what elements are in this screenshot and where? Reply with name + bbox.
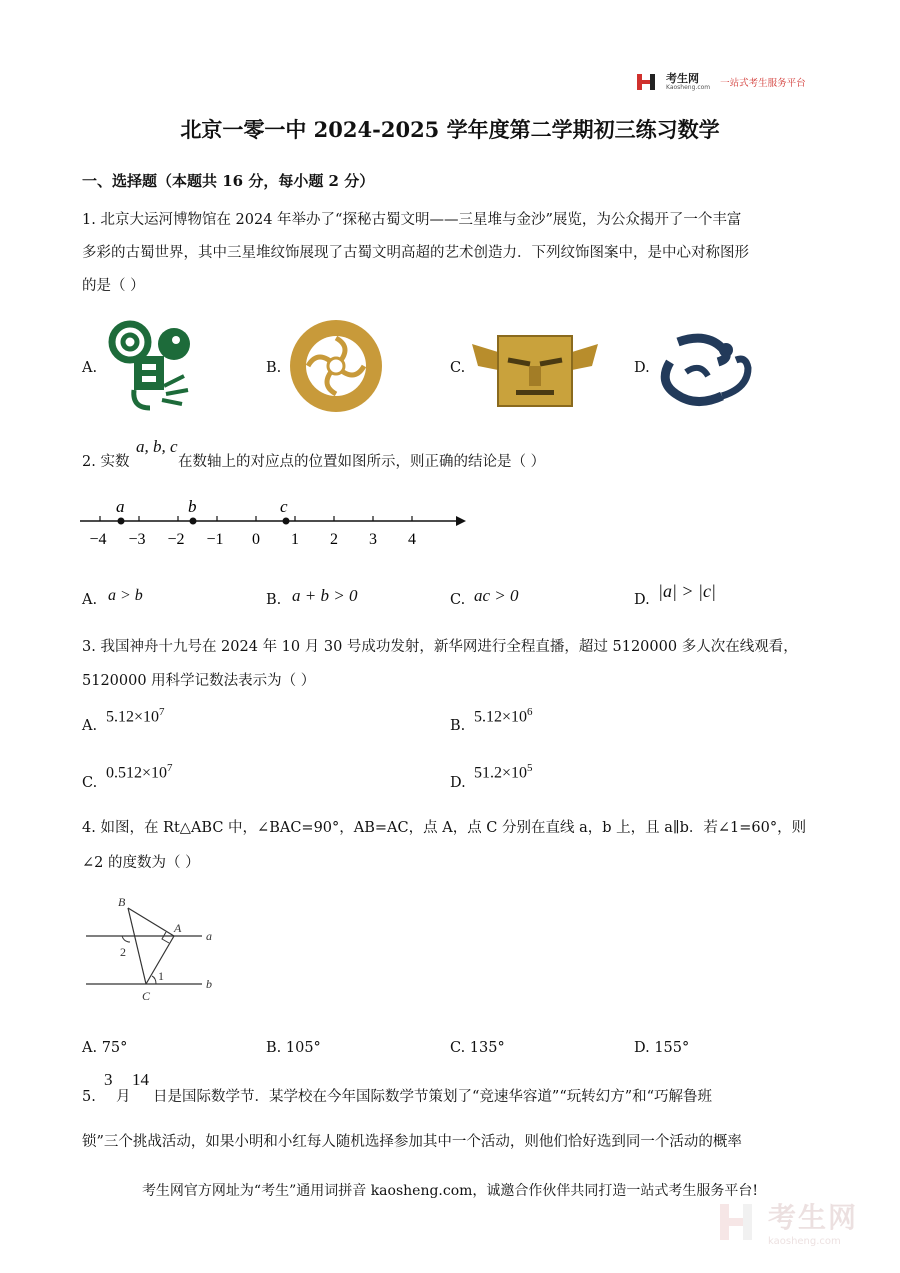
q3-option-c-exp: 7 <box>167 762 173 774</box>
q3-option-a-exp: 7 <box>159 706 165 718</box>
tick-label: 2 <box>330 531 338 548</box>
q5-day: 14 <box>132 1070 149 1089</box>
watermark-subtext: kaosheng.com <box>768 1236 841 1247</box>
q1-option-a-image <box>104 316 200 416</box>
fig-label-line-b: b <box>206 977 212 991</box>
q2-option-b-expr: a + b > 0 <box>292 586 358 605</box>
q4-option-c: C. 135° <box>450 1040 505 1056</box>
q1-option-d-label: D. <box>634 360 650 376</box>
q2-option-d-label: D. <box>634 592 650 608</box>
fig-label-B: B <box>118 895 126 909</box>
q2-option-d-expr: |a| > |c| <box>658 581 716 601</box>
tick-label: −2 <box>167 531 185 548</box>
q1-option-c-image <box>472 330 598 414</box>
q3-option-c-base: 0.512×10 <box>106 764 168 782</box>
watermark-text: 考生网 <box>768 1201 859 1234</box>
q1-line-1: 1. 北京大运河博物馆在 2024 年举办了“探秘古蜀文明——三星堆与金沙”展览，为公众揭开了一个丰富 <box>82 212 742 228</box>
q5-month-unit: 月 <box>116 1089 131 1105</box>
fig-label-A: A <box>174 921 182 935</box>
q3-option-d-exp: 5 <box>527 762 533 774</box>
point-a <box>118 518 125 525</box>
q2-option-b-label: B. <box>266 592 282 608</box>
q1-option-b-label: B. <box>266 360 282 376</box>
q3-option-a-base: 5.12×10 <box>106 708 160 726</box>
q2-variables: a, b, c <box>136 437 178 456</box>
q4-line-2: ∠2 的度数为（ ） <box>82 855 200 871</box>
tick-label: −3 <box>128 531 146 548</box>
footer-note: 考生网官方网址为“考生”通用词拼音 kaosheng.com，诚邀合作伙伴共同打造一站式考生服务平台! <box>141 1183 759 1199</box>
q1-option-d-image <box>656 332 756 416</box>
logo-text: 考生网 <box>666 72 699 85</box>
q3-line-1: 3. 我国神舟十九号在 2024 年 10 月 30 号成功发射，新华网进行全程直播，超过 5120000 多人次在线观看， <box>82 639 798 655</box>
site-logo <box>636 72 806 92</box>
page-title: 北京一零一中 2024-2025 学年度第二学期初三练习数学 <box>180 117 720 142</box>
q4-option-a: A. 75° <box>82 1040 128 1056</box>
q3-option-b-expr <box>474 706 533 726</box>
q5-number: 5. <box>82 1089 96 1105</box>
q4-option-d: D. 155° <box>634 1040 690 1056</box>
q3-option-b-exp: 6 <box>527 706 533 718</box>
q3-option-d-label: D. <box>450 775 466 791</box>
tick-label: −4 <box>89 531 107 548</box>
tick-label: −1 <box>206 531 224 548</box>
q3-option-d-expr <box>474 762 533 782</box>
q3-option-c-label: C. <box>82 775 98 791</box>
q1-option-b-image <box>288 318 384 418</box>
logo-slogan: 一站式考生服务平台 <box>720 78 806 89</box>
q3-option-a-label: A. <box>82 718 98 734</box>
q3-line-2: 5120000 用科学记数法表示为（ ） <box>82 673 316 689</box>
q3-option-d-base: 51.2×10 <box>474 764 528 782</box>
watermark-logo-icon <box>718 1200 762 1244</box>
point-c <box>283 518 290 525</box>
kaosheng-logo-icon <box>636 72 662 92</box>
q3-option-c-expr <box>106 762 173 782</box>
q2-number-line <box>76 494 476 558</box>
q4-line-1: 4. 如图，在 Rt△ABC 中，∠BAC=90°，AB=AC，点 A，点 C 分别在直线 a，b 上，且 a∥b．若∠1=60°，则 <box>82 820 807 836</box>
fig-label-C: C <box>142 989 151 1003</box>
q2-option-c-expr: ac > 0 <box>474 586 519 605</box>
q1-option-a-label: A. <box>82 360 98 376</box>
q5-line-1: 日是国际数学节．某学校在今年国际数学节策划了“竞速华容道”“玩转幻方”和“巧解鲁班 <box>153 1089 713 1105</box>
watermark <box>718 1196 858 1247</box>
tick-label: 4 <box>408 531 416 548</box>
fig-label-angle-1: 1 <box>158 969 164 983</box>
tick-label: 1 <box>291 531 299 548</box>
q1-line-2: 多彩的古蜀世界，其中三星堆纹饰展现了古蜀文明高超的艺术创造力．下列纹饰图案中，是中心对称图形 <box>82 245 749 261</box>
point-b <box>190 518 197 525</box>
section-heading: 一、选择题（本题共 16 分，每小题 2 分） <box>82 172 375 190</box>
fig-label-angle-2: 2 <box>120 945 126 959</box>
q2-prefix: 2. 实数 <box>82 454 130 470</box>
q5-month: 3 <box>104 1070 113 1089</box>
q1-line-3: 的是（ ） <box>82 278 145 294</box>
q5-line-2: 锁”三个挑战活动，如果小明和小红每人随机选择参加其中一个活动，则他们恰好选到同一个活动的概率 <box>82 1134 742 1150</box>
q3-option-a-expr <box>106 706 165 726</box>
point-c-label: c <box>280 497 288 516</box>
tick-label: 3 <box>369 531 377 548</box>
logo-subtext: Kaosheng.com <box>666 84 711 91</box>
point-b-label: b <box>188 497 197 516</box>
q2-option-c-label: C. <box>450 592 466 608</box>
q3-option-b-label: B. <box>450 718 466 734</box>
q2-option-a-label: A. <box>82 592 98 608</box>
q2-option-a-expr: a > b <box>108 587 143 604</box>
q1-option-c-label: C. <box>450 360 466 376</box>
point-a-label: a <box>116 497 125 516</box>
q4-figure <box>82 890 222 1014</box>
fig-label-line-a: a <box>206 929 212 943</box>
tick-label: 0 <box>252 531 260 548</box>
q2-stem: 在数轴上的对应点的位置如图所示，则正确的结论是（ ） <box>178 454 546 470</box>
q3-option-b-base: 5.12×10 <box>474 708 528 726</box>
q4-option-b: B. 105° <box>266 1040 321 1056</box>
